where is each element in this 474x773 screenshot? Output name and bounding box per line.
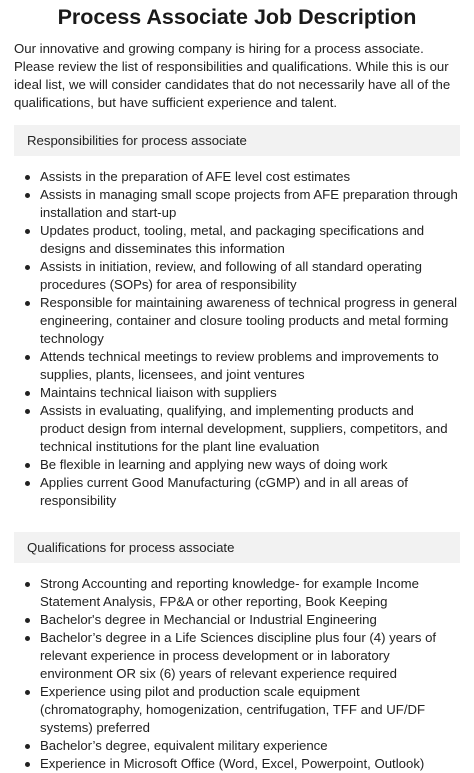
- list-item-text: Assists in managing small scope projects from AFE preparation through installation and start-up: [40, 187, 458, 220]
- list-item: [14, 294, 460, 348]
- list-item: [14, 168, 460, 186]
- list-item: [14, 474, 460, 510]
- list-item: [14, 186, 460, 222]
- list-item: [14, 222, 460, 258]
- list-item-text: Attends technical meetings to review problems and improvements to supplies, plants, licensees, and joint ventures: [40, 349, 439, 382]
- list-item-text: Bachelor's degree in Mechancial or Industrial Engineering: [40, 612, 377, 627]
- qualifications-header: Qualifications for process associate: [14, 532, 460, 563]
- list-item: [14, 611, 460, 629]
- list-item-text: Experience in Microsoft Office (Word, Excel, Powerpoint, Outlook): [40, 756, 425, 771]
- list-item-text: Assists in initiation, review, and following of all standard operating procedures (SOPs) for area of responsibility: [40, 259, 422, 292]
- list-item: [14, 456, 460, 474]
- list-item-text: Experience using pilot and production scale equipment (chromatography, homogenization, centrifugation, TFF and UF/DF systems) preferred: [40, 684, 426, 735]
- bullet-icon: [25, 690, 30, 695]
- list-item-text: Assists in the preparation of AFE level cost estimates: [40, 169, 351, 184]
- list-item-text: Maintains technical liaison with suppliers: [40, 385, 277, 400]
- list-item-text: Updates product, tooling, metal, and packaging specifications and designs and disseminates this information: [40, 223, 425, 256]
- list-item: [14, 575, 460, 611]
- list-item-text: Strong Accounting and reporting knowledge- for example Income Statement Analysis, FP&A or other reporting, Book Keeping: [40, 576, 419, 609]
- list-item: [14, 755, 460, 773]
- bullet-icon: [25, 618, 30, 623]
- bullet-icon: [25, 391, 30, 396]
- bullet-icon: [25, 744, 30, 749]
- list-item-text: Bachelor’s degree, equivalent military experience: [40, 738, 328, 753]
- list-item-text: Assists in evaluating, qualifying, and implementing products and product design from internal development, suppliers, competitors, and technical institutions for the plant line evaluation: [40, 403, 448, 454]
- list-item: [14, 737, 460, 755]
- qualifications-list: [14, 575, 460, 773]
- bullet-icon: [25, 355, 30, 360]
- bullet-icon: [25, 582, 30, 587]
- list-item: [14, 402, 460, 456]
- bullet-icon: [25, 409, 30, 414]
- page-title: Process Associate Job Description: [57, 5, 417, 29]
- list-item-text: Responsible for maintaining awareness of technical progress in general engineering, container and closure tooling products and metal forming technology: [40, 295, 458, 346]
- bullet-icon: [25, 265, 30, 270]
- list-item-text: Bachelor’s degree in a Life Sciences discipline plus four (4) years of relevant experience in process development or in laboratory environment OR six (6) years of relevant experience required: [40, 630, 437, 681]
- bullet-icon: [25, 762, 30, 767]
- list-item-text: Be flexible in learning and applying new ways of doing work: [40, 457, 388, 472]
- bullet-icon: [25, 481, 30, 486]
- list-item: [14, 384, 460, 402]
- bullet-icon: [25, 229, 30, 234]
- bullet-icon: [25, 175, 30, 180]
- list-item: [14, 348, 460, 384]
- bullet-icon: [25, 193, 30, 198]
- intro-paragraph: Our innovative and growing company is hiring for a process associate. Please review the list of responsibilities and qualifications. While this is our ideal list, we will consider candidates that do not necessarily have all of the qualifications, but have sufficient experience and talent.: [14, 41, 451, 110]
- bullet-icon: [25, 301, 30, 306]
- responsibilities-header: Responsibilities for process associate: [14, 125, 460, 156]
- bullet-icon: [25, 463, 30, 468]
- list-item-text: Applies current Good Manufacturing (cGMP) and in all areas of responsibility: [40, 475, 408, 508]
- list-item: [14, 258, 460, 294]
- responsibilities-list: [14, 168, 460, 510]
- list-item: [14, 629, 460, 683]
- bullet-icon: [25, 636, 30, 641]
- list-item: [14, 683, 460, 737]
